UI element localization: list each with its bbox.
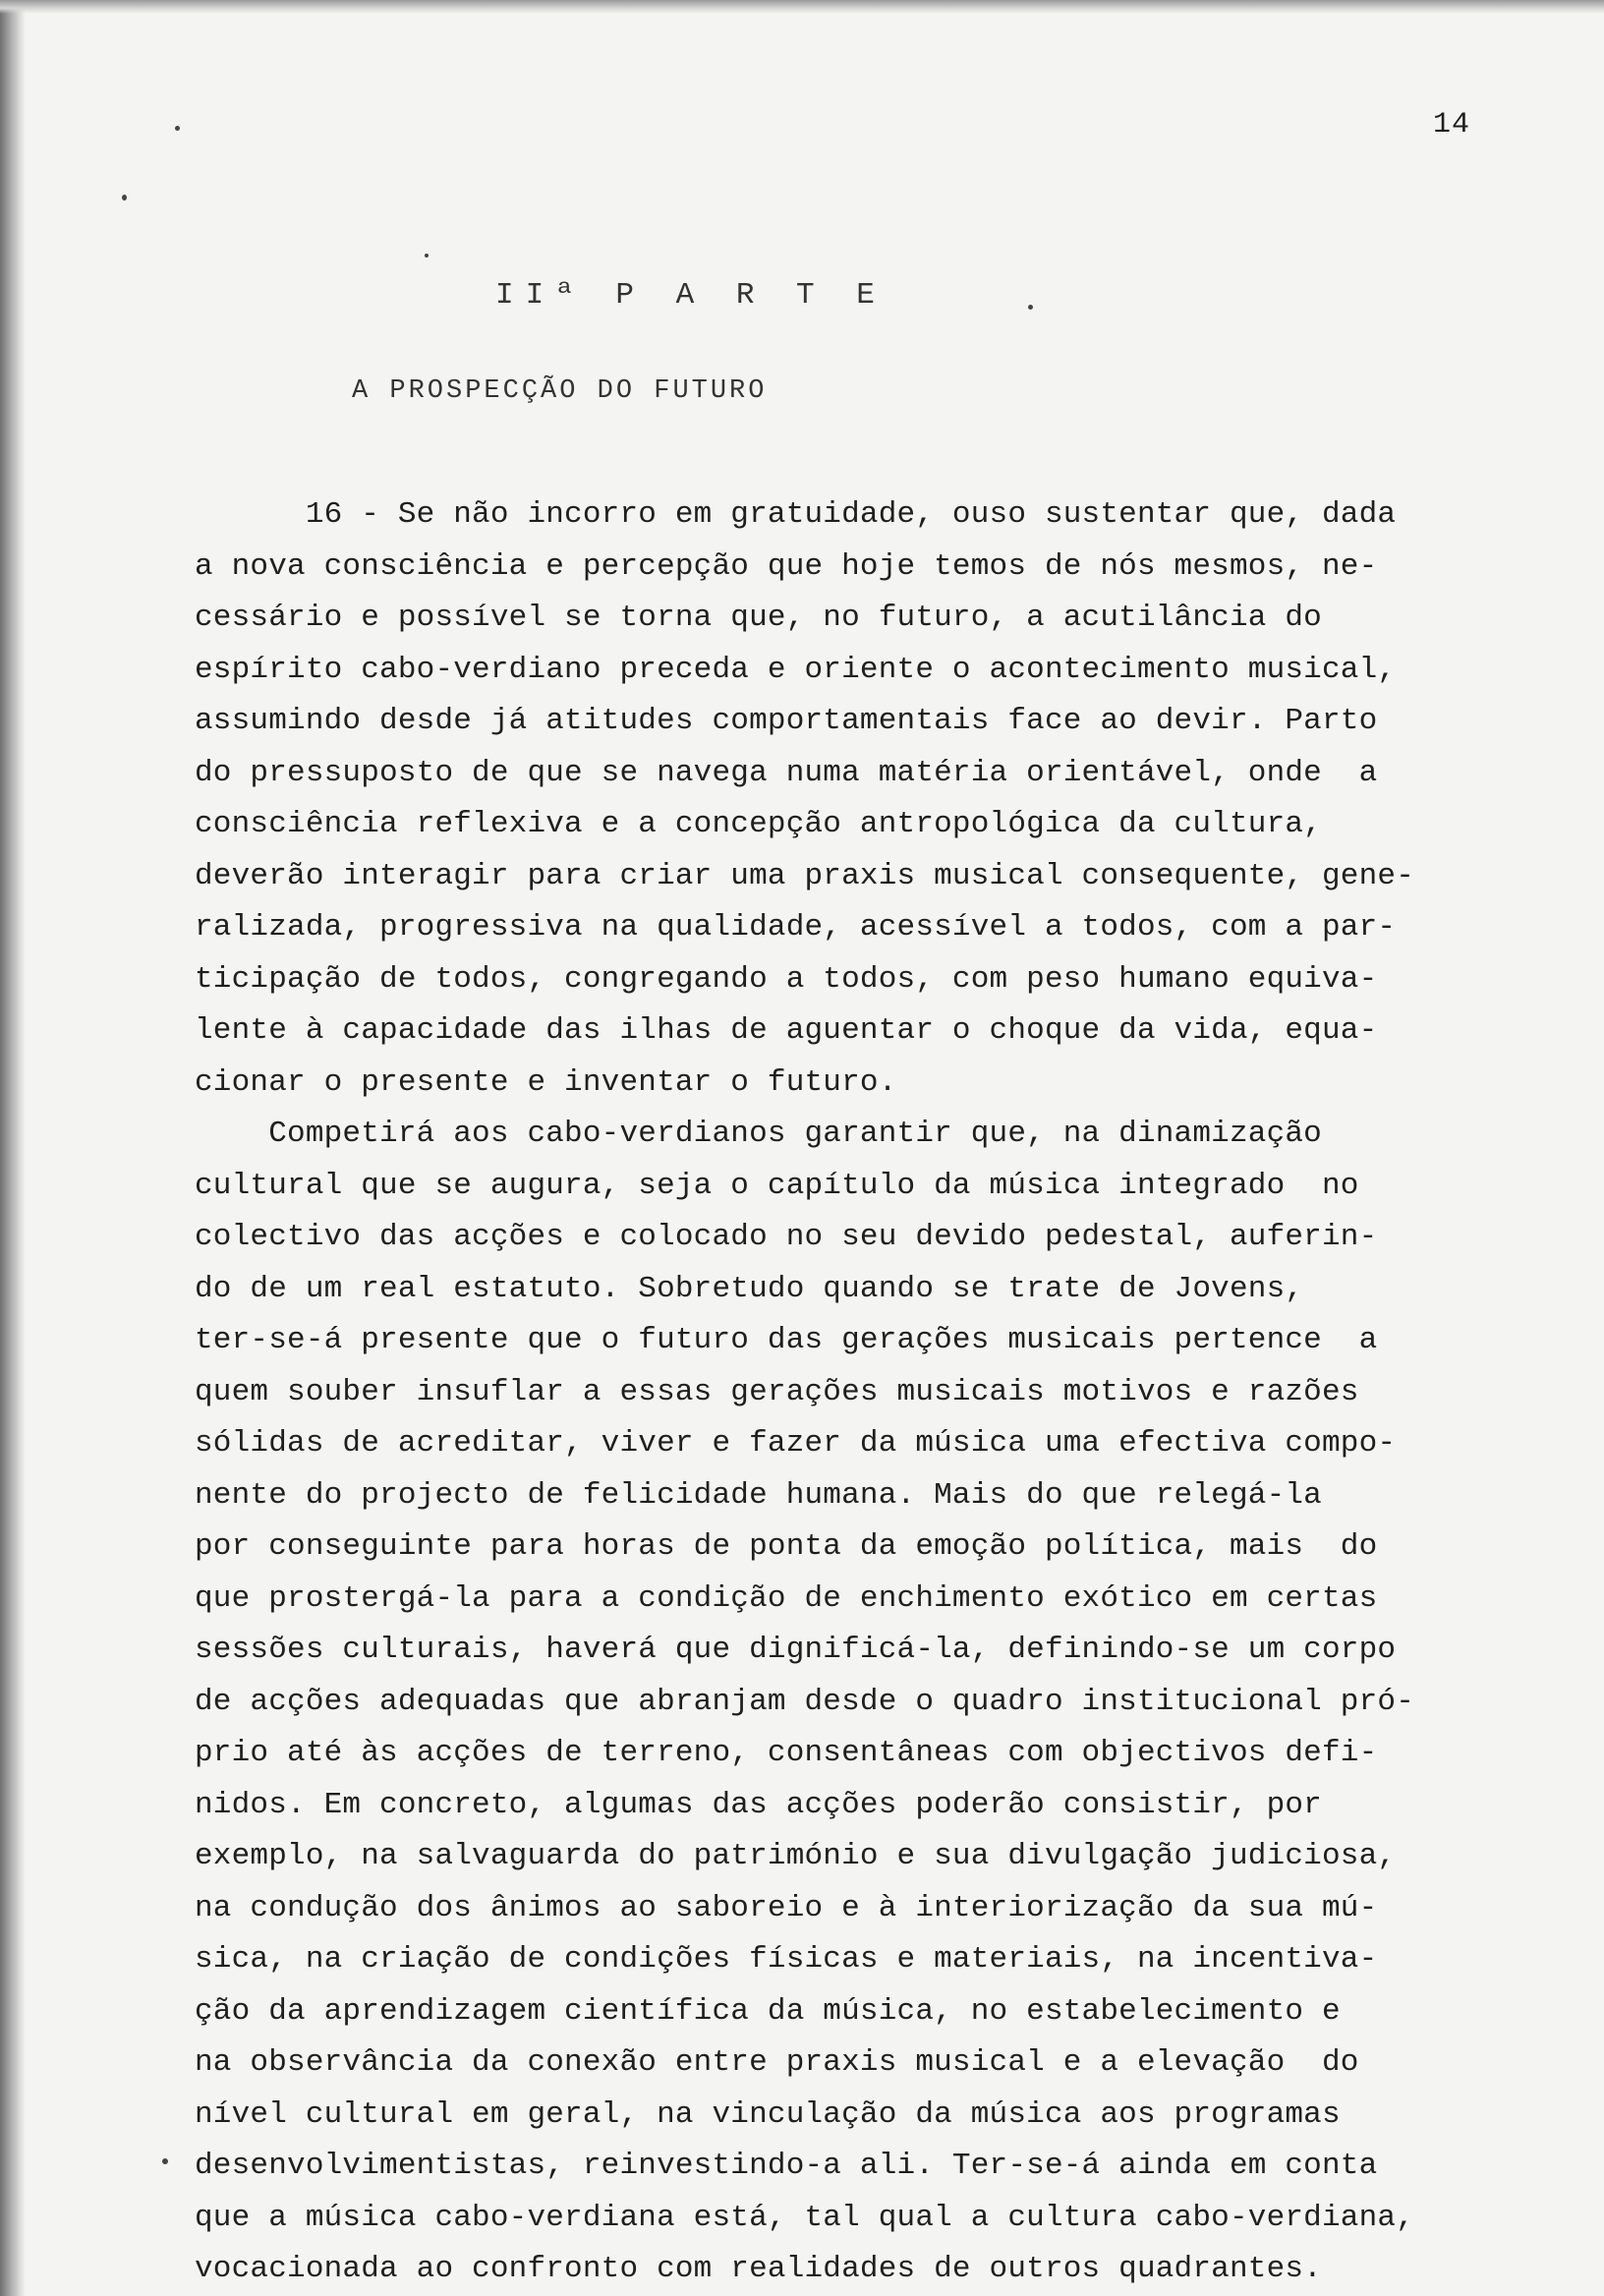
text-line: ralizada, progressiva na qualidade, acessível a todos, com a par-	[195, 910, 1397, 945]
text-line: que a música cabo-verdiana está, tal qual a cultura cabo-verdiana,	[195, 2200, 1414, 2235]
section-title: A PROSPECÇÃO DO FUTURO	[352, 376, 768, 406]
text-line: nível cultural em geral, na vinculação da música aos programas	[195, 2096, 1341, 2132]
scan-shadow-top	[0, 0, 1604, 14]
scan-speck	[122, 195, 127, 201]
text-line: do pressuposto de que se navega numa matéria orientável, onde a	[195, 755, 1378, 790]
body-text	[195, 489, 1531, 2296]
text-line: prio até às acções de terreno, consentâneas com objectivos defi-	[195, 1736, 1378, 1770]
scan-speck	[425, 254, 429, 258]
text-line: na condução dos ânimos ao saboreio e à interiorização da sua mú-	[195, 1890, 1378, 1925]
part-title: IIª P A R T E	[495, 278, 887, 313]
text-line: ção da aprendizagem científica da música, no estabelecimento e	[195, 1993, 1341, 2029]
text-line: ticipação de todos, congregando a todos, com peso humano equiva-	[195, 961, 1378, 997]
text-line: Competirá aos cabo-verdianos garantir que, na dinamização	[195, 1117, 1322, 1151]
text-line: quem souber insuflar a essas gerações musicais motivos e razões	[195, 1374, 1359, 1409]
text-line: assumindo desde já atitudes comportamentais face ao devir. Parto	[195, 704, 1378, 738]
text-line: de acções adequadas que abranjam desde o quadro institucional pró-	[195, 1684, 1414, 1719]
text-line: desenvolvimentistas, reinvestindo-a ali. Ter-se-á ainda em conta	[195, 2149, 1378, 2183]
text-line: colectivo das acções e colocado no seu devido pedestal, auferin-	[195, 1220, 1378, 1254]
scan-speck	[175, 126, 180, 131]
text-line: espírito cabo-verdiano preceda e oriente o acontecimento musical,	[195, 652, 1397, 687]
text-line: cionar o presente e inventar o futuro.	[195, 1064, 897, 1100]
text-line: cultural que se augura, seja o capítulo da música integrado no	[195, 1168, 1359, 1203]
text-line: cessário e possível se torna que, no futuro, a acutilância do	[195, 601, 1322, 635]
text-line: vocacionada ao confronto com realidades de outros quadrantes.	[195, 2252, 1322, 2286]
text-line: nidos. Em concreto, algumas das acções poderão consistir, por	[195, 1787, 1322, 1822]
text-line: a nova consciência e percepção que hoje temos de nós mesmos, ne-	[195, 548, 1378, 584]
text-line: sólidas de acreditar, viver e fazer da música uma efectiva compo-	[195, 1426, 1397, 1461]
text-line: do de um real estatuto. Sobretudo quando se trate de Jovens,	[195, 1271, 1304, 1306]
text-line: nente do projecto de felicidade humana. Mais do que relegá-la	[195, 1477, 1322, 1513]
text-line: sessões culturais, haverá que dignificá-la, definindo-se um corpo	[195, 1633, 1397, 1667]
text-line: na observância da conexão entre praxis musical e a elevação do	[195, 2045, 1359, 2080]
text-line: deverão interagir para criar uma praxis musical consequente, gene-	[195, 858, 1414, 893]
text-line: consciência reflexiva e a concepção antropológica da cultura,	[195, 807, 1322, 841]
text-line: que prostergá-la para a condição de enchimento exótico em certas	[195, 1580, 1378, 1616]
text-line: lente à capacidade das ilhas de aguentar o choque da vida, equa-	[195, 1013, 1378, 1048]
text-line: 16 - Se não incorro em gratuidade, ouso sustentar que, dada	[195, 497, 1397, 532]
scan-shadow-left	[0, 0, 26, 2296]
scan-speck	[162, 2158, 168, 2164]
scan-speck	[1028, 305, 1033, 310]
text-line: exemplo, na salvaguarda do património e sua divulgação judiciosa,	[195, 1839, 1397, 1873]
text-line: ter-se-á presente que o futuro das gerações musicais pertence a	[195, 1323, 1378, 1357]
text-line: sica, na criação de condições físicas e materiais, na incentiva-	[195, 1942, 1378, 1977]
page-number: 14	[1433, 108, 1471, 142]
text-line: por conseguinte para horas de ponta da emoção política, mais do	[195, 1529, 1378, 1564]
